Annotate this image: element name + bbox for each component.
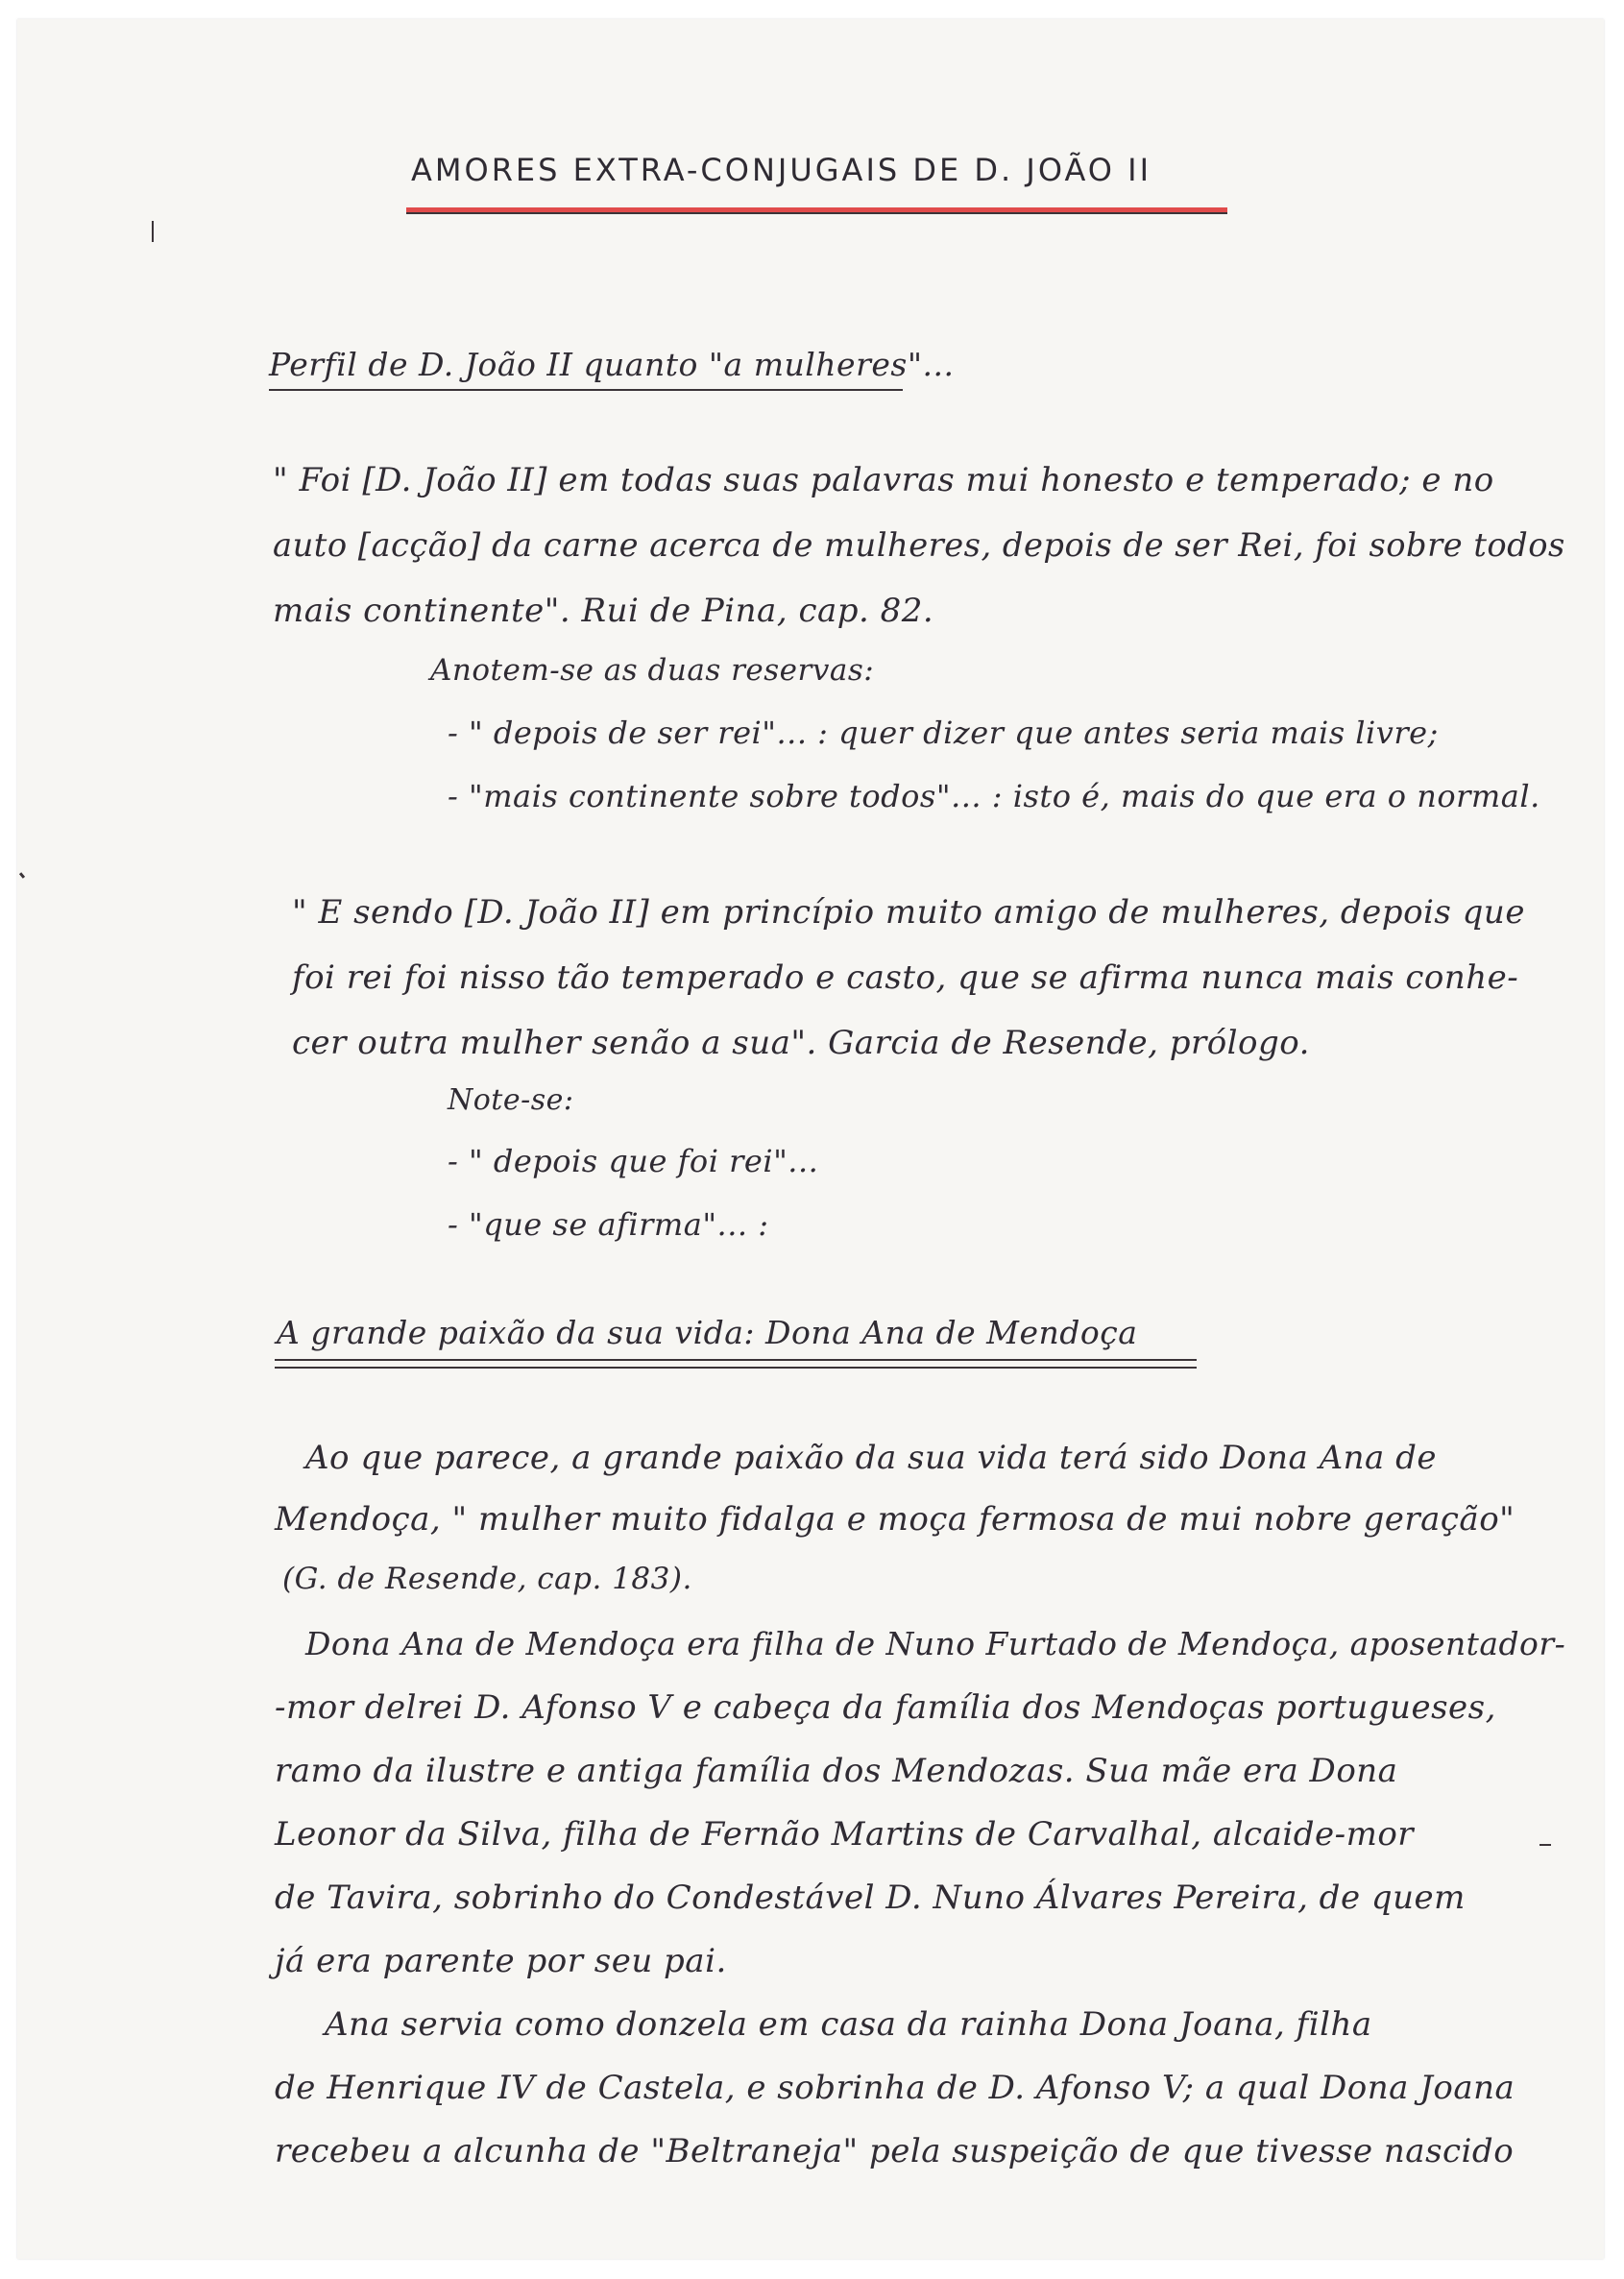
section-heading: A grande paixão da sua vida: Dona Ana de Mendoça <box>277 1314 1138 1351</box>
note-item: - " depois de ser rei"... : quer dizer que antes seria mais livre; <box>448 715 1439 751</box>
paragraph-line: -mor delrei D. Afonso V e cabeça da família dos Mendoças portugueses, <box>275 1688 1496 1727</box>
paragraph-line: Ao que parece, a grande paixão da sua vida terá sido Dona Ana de <box>305 1439 1437 1477</box>
paragraph-line: já era parente por seu pai. <box>275 1942 727 1980</box>
quote-line: mais continente". Rui de Pina, cap. 82. <box>273 592 934 630</box>
paragraph-line: recebeu a alcunha de "Beltraneja" pela suspeição de que tivesse nascido <box>275 2132 1515 2170</box>
paragraph-line: de Henrique IV de Castela, e sobrinha de D. Afonso V; a qual Dona Joana <box>275 2069 1515 2107</box>
note-intro: Anotem-se as duas reservas: <box>430 653 875 688</box>
note-item: - "que se afirma"... : <box>448 1206 769 1243</box>
margin-mark <box>19 872 25 879</box>
paragraph-line: de Tavira, sobrinho do Condestável D. Nuno Álvares Pereira, de quem <box>275 1879 1466 1917</box>
note-item: - "mais continente sobre todos"... : isto é, mais do que era o normal. <box>448 778 1540 814</box>
paragraph-line: Dona Ana de Mendoça era filha de Nuno Furtado de Mendoça, aposentador- <box>305 1625 1566 1662</box>
quote-line: " E sendo [D. João II] em princípio muito amigo de mulheres, depois que <box>292 893 1525 932</box>
manuscript-page <box>17 19 1604 2259</box>
paragraph-line: Leonor da Silva, filha de Fernão Martins de Carvalhal, alcaide-mor <box>275 1815 1415 1854</box>
margin-mark <box>152 221 154 242</box>
page-title: AMORES EXTRA-CONJUGAIS DE D. JOÃO II <box>411 152 1151 188</box>
quote-line: " Foi [D. João II] em todas suas palavras mui honesto e temperado; e no <box>273 461 1494 499</box>
section-heading: Perfil de D. João II quanto "a mulheres"... <box>269 346 955 383</box>
section-heading-underline <box>275 1359 1197 1361</box>
paragraph-line: ramo da ilustre e antiga família dos Mendozas. Sua mãe era Dona <box>275 1752 1398 1790</box>
quote-line: foi rei foi nisso tão temperado e casto, que se afirma nunca mais conhe- <box>292 958 1519 997</box>
section-heading-underline <box>269 389 903 391</box>
title-underline <box>406 207 1227 214</box>
quote-line: cer outra mulher senão a sua". Garcia de Resende, prólogo. <box>292 1024 1310 1062</box>
paragraph-line: Ana servia como donzela em casa da rainha Dona Joana, filha <box>325 2005 1372 2044</box>
section-heading-underline <box>275 1367 1197 1369</box>
quote-line: auto [acção] da carne acerca de mulheres, depois de ser Rei, foi sobre todos <box>273 526 1565 564</box>
paragraph-line: Mendoça, " mulher muito fidalga e moça fermosa de mui nobre geração" <box>275 1500 1515 1539</box>
margin-mark <box>1539 1844 1551 1846</box>
note-intro: Note-se: <box>448 1083 574 1117</box>
note-item: - " depois que foi rei"... <box>448 1143 819 1179</box>
paragraph-line: (G. de Resende, cap. 183). <box>282 1562 692 1596</box>
